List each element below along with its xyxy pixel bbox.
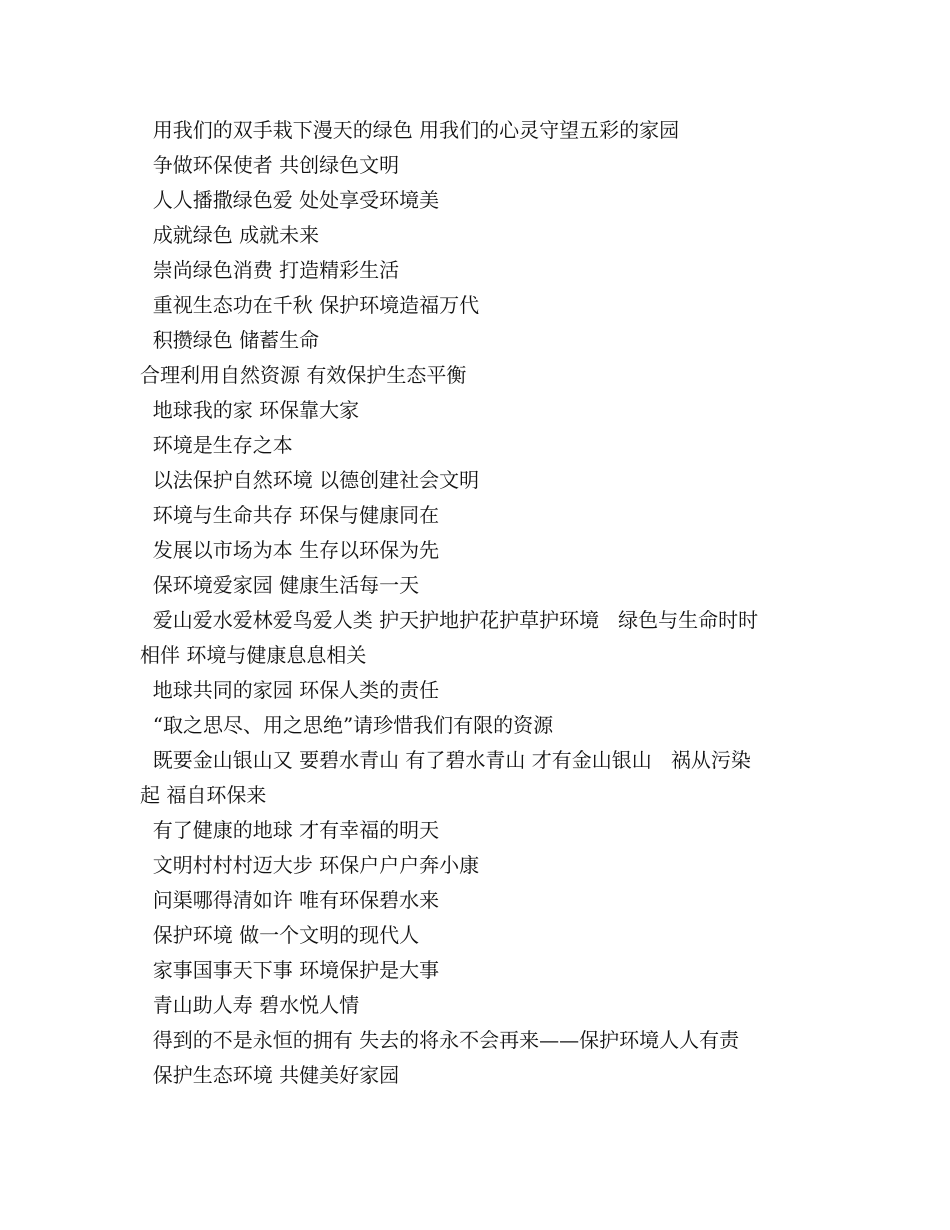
text-line: 有了健康的地球 才有幸福的明天 (140, 818, 440, 842)
text-line: 用我们的双手栽下漫天的绿色 用我们的心灵守望五彩的家园 (140, 118, 680, 142)
text-line: 崇尚绿色消费 打造精彩生活 (140, 258, 400, 282)
text-line: 合理利用自然资源 有效保护生态平衡 (140, 363, 467, 387)
text-line: 成就绿色 成就未来 (140, 223, 320, 247)
text-line: 起 福自环保来 (140, 783, 267, 807)
text-line: 问渠哪得清如许 唯有环保碧水来 (140, 888, 440, 912)
text-line: 保护生态环境 共健美好家园 (140, 1063, 400, 1087)
text-line: 发展以市场为本 生存以环保为先 (140, 538, 440, 562)
text-line: 青山助人寿 碧水悦人情 (140, 993, 360, 1017)
text-line: 积攒绿色 储蓄生命 (140, 328, 320, 352)
text-line: 保护环境 做一个文明的现代人 (140, 923, 420, 947)
text-line: 环境与生命共存 环保与健康同在 (140, 503, 440, 527)
text-line: “取之思尽、用之思绝”请珍惜我们有限的资源 (140, 713, 554, 737)
slogan-list (140, 113, 820, 1093)
text-line: 文明村村村迈大步 环保户户户奔小康 (140, 853, 480, 877)
text-line: 地球共同的家园 环保人类的责任 (140, 678, 440, 702)
text-line: 环境是生存之本 (140, 433, 293, 457)
text-line: 争做环保使者 共创绿色文明 (140, 153, 400, 177)
text-line: 相伴 环境与健康息息相关 (140, 643, 367, 667)
text-line: 爱山爱水爱林爱鸟爱人类 护天护地护花护草护环境 绿色与生命时时 (140, 608, 759, 632)
text-line: 得到的不是永恒的拥有 失去的将永不会再来——保护环境人人有责 (140, 1028, 740, 1052)
text-line: 地球我的家 环保靠大家 (140, 398, 360, 422)
text-line: 以法保护自然环境 以德创建社会文明 (140, 468, 480, 492)
text-line: 家事国事天下事 环境保护是大事 (140, 958, 440, 982)
text-line: 重视生态功在千秋 保护环境造福万代 (140, 293, 480, 317)
text-line: 既要金山银山又 要碧水青山 有了碧水青山 才有金山银山 祸从污染 (140, 748, 751, 772)
text-line: 保环境爱家园 健康生活每一天 (140, 573, 420, 597)
text-line: 人人播撒绿色爱 处处享受环境美 (140, 188, 440, 212)
